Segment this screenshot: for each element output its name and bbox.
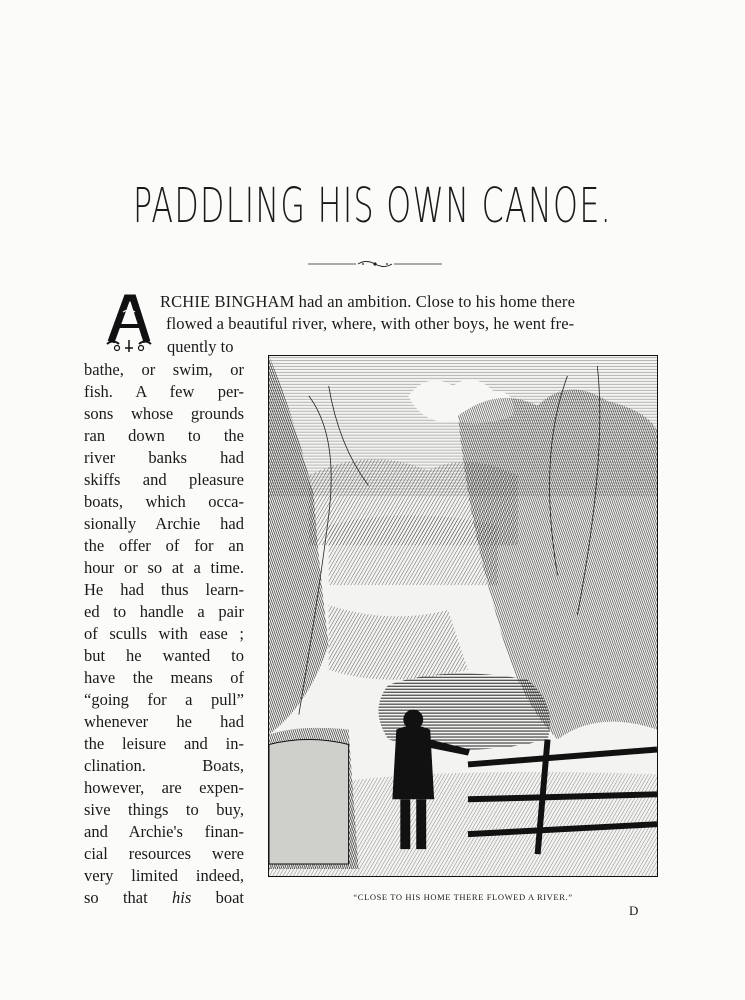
- body-line: ran down to the: [84, 426, 244, 445]
- body-line: sons whose grounds: [84, 404, 244, 423]
- body-line: river banks had: [84, 448, 244, 467]
- body-line: sionally Archie had: [84, 514, 244, 533]
- body-line-3: quently to: [167, 337, 234, 356]
- body-line: have the means of: [84, 668, 244, 687]
- emphasis-word: his: [172, 888, 192, 907]
- body-line: “going for a pull”: [84, 690, 244, 709]
- body-line: boats, which occa-: [84, 492, 244, 511]
- body-line: the offer of for an: [84, 536, 244, 555]
- body-line: cial resources were: [84, 844, 244, 863]
- svg-text:A: A: [5, 192, 6, 193]
- body-line: however, are expen-: [84, 778, 244, 797]
- body-line: whenever he had: [84, 712, 244, 731]
- body-line: He had thus learn-: [84, 580, 244, 599]
- body-line: bathe, or swim, or: [84, 360, 244, 379]
- body-line: the leisure and in-: [84, 734, 244, 753]
- page-title: PADDLING HIS OWN CANOE.: [132, 178, 613, 234]
- body-line-last: so that his boat: [84, 888, 244, 907]
- body-line: skiffs and pleasure: [84, 470, 244, 489]
- body-line-2: flowed a beautiful river, where, with other boys, he went fre-: [166, 314, 575, 333]
- body-line: very limited indeed,: [84, 866, 244, 885]
- body-line: fish. A few per-: [84, 382, 244, 401]
- river-engraving-illustration: [268, 355, 658, 877]
- body-line: but he wanted to: [84, 646, 244, 665]
- illustration-caption: “CLOSE TO HIS HOME THERE FLOWED A RIVER.”: [353, 892, 573, 902]
- drop-cap-letter: [5, 192, 153, 354]
- body-line: clination. Boats,: [84, 756, 244, 775]
- body-line: of sculls with ease ;: [84, 624, 244, 643]
- body-line: and Archie's finan-: [84, 822, 244, 841]
- page-signature-mark: D: [629, 903, 639, 918]
- title-ornament-divider: [308, 258, 442, 270]
- body-line: sive things to buy,: [84, 800, 244, 819]
- body-line: ed to handle a pair: [84, 602, 244, 621]
- body-narrow-column: [84, 359, 244, 909]
- body-line: hour or so at a time.: [84, 558, 244, 577]
- body-line-1: RCHIE BINGHAM had an ambition. Close to his home there: [160, 292, 576, 311]
